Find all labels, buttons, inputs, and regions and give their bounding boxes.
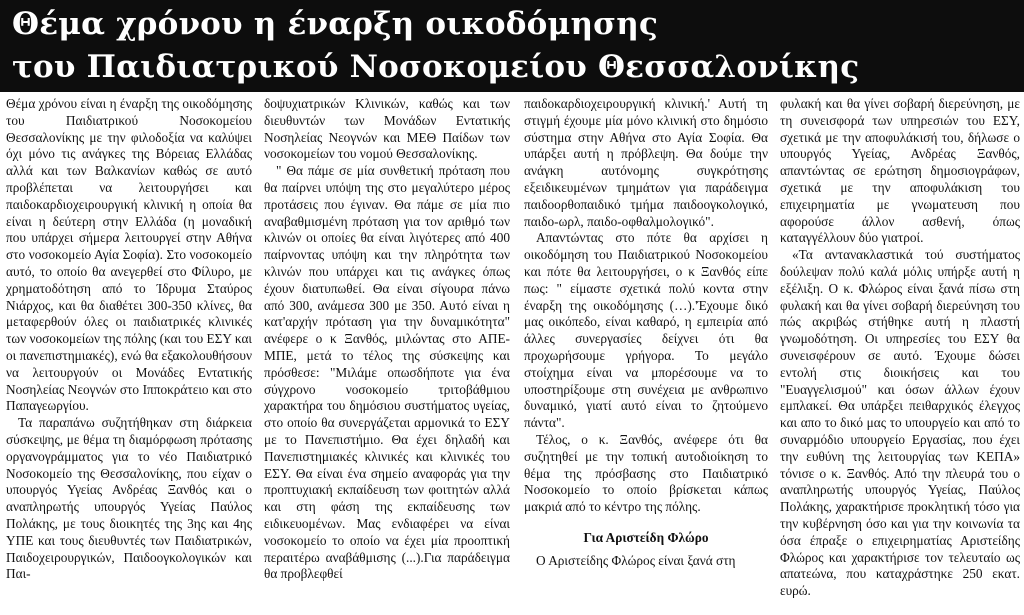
- section-byline: Για Αριστείδη Φλώρο: [583, 529, 709, 545]
- headline-line-2: του Παιδιατρικού Νοσοκομείου Θεσσαλονίκης: [12, 49, 860, 85]
- paragraph: Τα παραπάνω συζητήθηκαν στη διάρκεια σύσκεψης, με θέμα τη διαμόρφωση πρότασης οργανογράμματος για το νέο Παιδιατρικό Νοσοκομείο της Θεσσαλονίκης, που είχαν ο υπουργός Υγείας Ανδρέας Ξανθός και ο αναπληρωτής υπουργός Υγείας Παύλος Πολάκης, με τους διοικητές της 3ης και 4ης ΥΠΕ και τους διευθυντές των Παιδιατρικών, Παιδοχειρουργικών, Παιδοογκολογικών και Παι-: [6, 415, 252, 582]
- headline: [0, 0, 1024, 92]
- paragraph: Απαντώντας στο πότε θα αρχίσει η οικοδόμηση του Παιδιατρικού Νοσοκομείου και πότε θα λειτουργήσει, ο κ Ξανθός είπε πως: " είμαστε σχετικά πολύ κοντα στην έναρξη της οικοδόμησης (…).'Έχουμε δικό μας οικόπεδο, είναι καθαρό, η εμπειρία από άλλες συνεργασίες δείχνει ότι θα προχωρήσουμε γρήγορα. Το μεγάλο στοίχημα είναι να μπορέσουμε να το υποστηρίξουμε στη συνέχεια με ανθρωπινο δυναμικό, γιατί αυτό είναι το ζητούμενο πάντα".: [524, 230, 768, 431]
- headline-line-1: Θέμα χρόνου η έναρξη οικοδόμησης: [12, 6, 659, 42]
- article-body: [0, 92, 1024, 615]
- paragraph: φυλακή και θα γίνει σοβαρή διερεύνηση, με τη συνεισφορά των υπηρεσιών του ΕΣΥ, σχετικά με την αποφυλάκισή του, δήλωσε ο υπουργός Υγείας, Ανδρέας Ξανθός, απαντώντας σε ερώτηση δημοσιογράφων, σχετικά με την αποφυλάκιση του επιχειρηματία με γνωματευση που αφορούσε άλλον ασθενή, όπως καταγγέλλουν δύο γιατροί.: [780, 96, 1020, 246]
- paragraph: δοψυχιατρικών Κλινικών, καθώς και των διευθυντών των Μονάδων Εντατικής Νοσηλείας Νεογνών και ΜΕΘ Παίδων των νοσοκομείων του νομού Θεσσαλονίκης.: [264, 96, 510, 162]
- column-4: [780, 96, 1020, 600]
- column-3: [524, 96, 768, 570]
- paragraph: Τέλος, ο κ. Ξανθός, ανέφερε ότι θα συζητηθεί με την τοπική αυτοδιοίκηση το θέμα της πρόσβασης στο Παιδιατρικό Νοσοκομείο το οποίο βρίσκεται κάπως μακριά από το κέντρο της πόλης.: [524, 431, 768, 515]
- paragraph: παιδοκαρδιοχειρουργική κλινική.' Αυτή τη στιγμή έχουμε μία μόνο κλινική στο δημόσιο σύστημα στην Αθήνα στο Αγία Σοφία. Θα υπάρξει αυτή η πρόβλεψη. Θα δούμε την ανάγκη αυτόνομης συγκρότησης εξειδικευμένων τμημάτων για παράδειγμα παιδοορθοπαιδικό τμήμα παιδοογκολογικό, παιδο-ωρλ, παιδο-οφθαλμολογικό".: [524, 96, 768, 229]
- paragraph: Θέμα χρόνου είναι η έναρξη της οικοδόμησης του Παιδιατρικού Νοσοκομείου Θεσσαλονίκης με την φιλοδοξία να καλύψει όχι μόνο τις ανάγκες της Βόρειας Ελλάδας αλλά και των Βαλκανίων καθώς σε αυτό προβλέπεται να λειτουργήσει και παιδοκαρδιοχειρουργική κλινική η οποία θα είναι η δεύτερη στην Ελλάδα (η μοναδική που υπάρχει σήμερα λειτουργεί στην Αθήνα στο νοσοκομείο Αγία Σοφία). Στο νοσοκομείο αυτό, το οποίο θα ανεγερθεί στο Φίλυρο, με χρηματοδότηση από το Ίδρυμα Σταύρος Νιάρχος, και θα διαθέτει 300-350 κλίνες, θα μεταφερθούν όλες οι παιδιατρικές κλινικές των νοσοκομείων της πόλης (και του ΕΣΥ και οι πανεπιστημιακές), ενώ θα εξακολουθήσουν να λειτουργούν οι Μονάδες Εντατικής Νοσηλείας Νεογνών στο Ιπποκράτειο και στο Παπαγεωργίου.: [6, 96, 252, 414]
- paragraph: «Τα αντανακλαστικά τού συστήματος δούλεψαν πολύ καλά μόλις υπήρξε αυτή η εξέλιξη. Ο κ. Φλώρος είναι ξανά πίσω στη φυλακή και θα γίνει σοβαρή διερεύνηση του πώς ακριβώς στήθηκε αυτή η πλαστή γνωμοδότηση. Οι υπηρεσίες του ΕΣΥ θα συνεισφέρουν σε αυτό. Έχουμε δώσει εντολή στις διοικήσεις και του "Ευαγγελισμού" και όσων άλλων έχουν εμπλακεί. Θα υπάρξει πειθαρχικός έλεγχος και απο το δικό μας το υπουργείο και από το συναρμόδιο υπουργείο Εργασίας, που έχει την ευθύνη της λειτουργίας των ΚΕΠΑ» τόνισε ο κ. Ξανθός. Από την πλευρά του ο αναπληρωτής υπουργός Υγείας, Παύλος Πολάκης, χαρακτήρισε προκλητική τόσο για την κυβέρνηση όσο και για την κοινωνία τα όσα έπραξε ο επιχειρηματίας Αριστείδης Φλώρος και χαρακτήρισε τον τελευταίο ως απατεώνα, που καταχράστηκε 250 εκατ. ευρώ.: [780, 247, 1020, 599]
- column-1: [6, 96, 252, 583]
- paragraph: Ο Αριστείδης Φλώρος είναι ξανά στη: [536, 552, 736, 568]
- paragraph: " Θα πάμε σε μία συνθετική πρόταση που θα παίρνει υπόψη της στο μεγαλύτερο μέρος προτάσεις που έγιναν. Θα πάμε σε μία πιο αναβαθμισμένη πρόταση για τον αριθμό των κλινών οι οποίες θα είναι λιγότερες από 400 παίρνοντας υπόψη και την πληρότητα των κλινών που υπάρχει και τις ανάγκες όπως έχουν διατυπωθεί. Θα είναι σίγουρα πάνω από 300, ανάμεσα 300 με 350. Αυτό είναι η κατ'αρχήν πρόταση για την δυναμικότητα" ανέφερε ο κ Ξανθός, μιλώντας στο ΑΠΕ-ΜΠΕ, μετά το τέλος της σύσκεψης και πρόσθεσε: "Μιλάμε οπωσδήποτε για ένα σύγχρονο νοσοκομείο τριτοβάθμιου χαρακτήρα του δημόσιου συστήματος υγείας, στο οποίο θα συνεργάζεται αρμονικά το ΕΣΥ με το Πανεπιστήμιο. Θα έχει δηλαδή και Πανεπιστημιακές κλινικές και κλινικές του ΕΣΥ. Θα είναι ένα σημείο αναφοράς για την προπτυχιακή εκπαίδευση των φοιτητών αλλά και στη φάση της εκπαίδευσης των ειδικευομένων. Μας ενδιαφέρει να είναι νοσοκομείο το οποίο να έχει μία προοπτική περαιτέρω αναβάθμισης (...).Για παράδειγμα θα προβλεφθεί: [264, 163, 510, 582]
- column-2: [264, 96, 510, 583]
